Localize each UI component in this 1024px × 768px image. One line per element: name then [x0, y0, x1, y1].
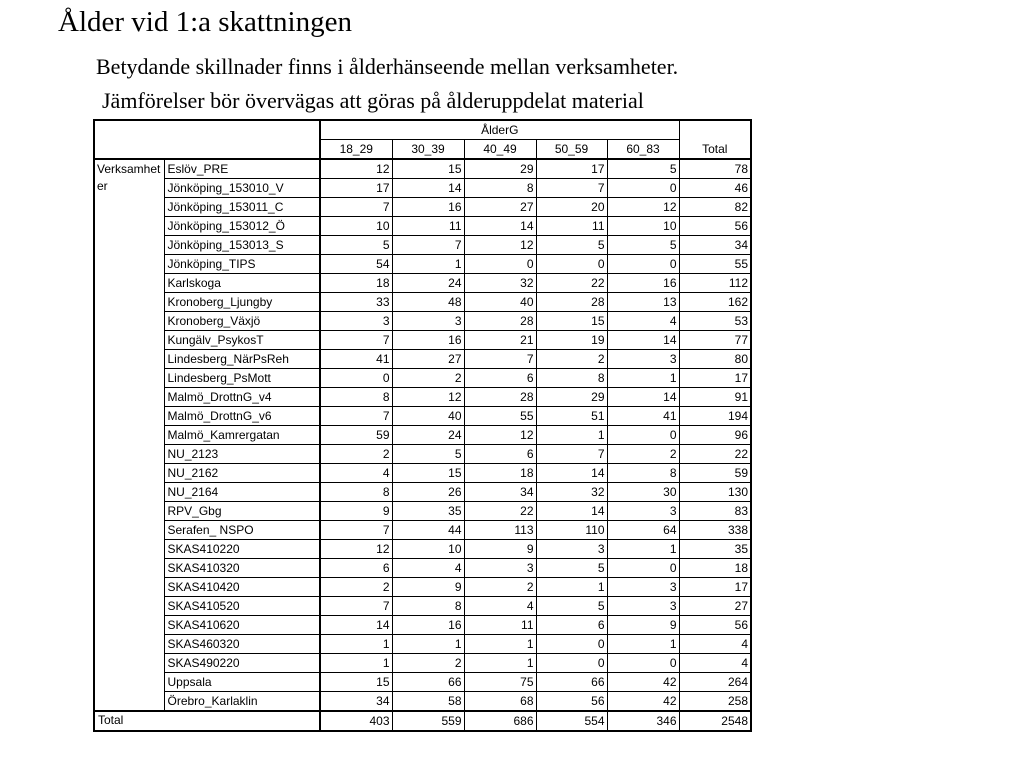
cell-value: 6: [536, 616, 607, 635]
row-total: 17: [679, 578, 751, 597]
row-total: 130: [679, 483, 751, 502]
cell-value: 14: [464, 217, 536, 236]
table-row: [94, 274, 751, 293]
row-label: NU_2162: [164, 464, 320, 483]
row-label: Lindesberg_NärPsReh: [164, 350, 320, 369]
cell-value: 3: [607, 597, 679, 616]
cell-value: 15: [392, 159, 464, 179]
cell-value: 2: [536, 350, 607, 369]
cell-value: 9: [607, 616, 679, 635]
row-label: Malmö_DrottnG_v4: [164, 388, 320, 407]
cell-value: 14: [392, 179, 464, 198]
row-label: Kronoberg_Växjö: [164, 312, 320, 331]
cell-value: 1: [607, 635, 679, 654]
cell-value: 68: [464, 692, 536, 712]
cell-value: 7: [320, 407, 392, 426]
row-label: Malmö_Kamrergatan: [164, 426, 320, 445]
cell-value: 29: [536, 388, 607, 407]
cell-value: 56: [536, 692, 607, 712]
row-label: Eslöv_PRE: [164, 159, 320, 179]
grand-total-value: 346: [607, 711, 679, 731]
table-row: [94, 692, 751, 712]
table-row: [94, 159, 751, 179]
cell-value: 5: [607, 159, 679, 179]
row-total: 56: [679, 217, 751, 236]
cell-value: 8: [464, 179, 536, 198]
table-row: [94, 616, 751, 635]
row-label: Jönköping_153010_V: [164, 179, 320, 198]
row-total: 59: [679, 464, 751, 483]
cell-value: 16: [392, 198, 464, 217]
cell-value: 7: [320, 521, 392, 540]
row-total: 53: [679, 312, 751, 331]
cell-value: 7: [464, 350, 536, 369]
cell-value: 28: [536, 293, 607, 312]
grand-total-value: 559: [392, 711, 464, 731]
cell-value: 2: [320, 445, 392, 464]
cell-value: 0: [607, 179, 679, 198]
cell-value: 14: [607, 388, 679, 407]
grand-total-row: [94, 711, 751, 731]
cell-value: 1: [536, 578, 607, 597]
row-label: SKAS410320: [164, 559, 320, 578]
cell-value: 0: [536, 635, 607, 654]
table-row: [94, 654, 751, 673]
cell-value: 19: [536, 331, 607, 350]
cell-value: 14: [607, 331, 679, 350]
cell-value: 42: [607, 692, 679, 712]
cell-value: 0: [607, 255, 679, 274]
table-row: [94, 578, 751, 597]
cell-value: 10: [392, 540, 464, 559]
row-label: Örebro_Karlaklin: [164, 692, 320, 712]
cell-value: 7: [320, 198, 392, 217]
grand-total-sum: 2548: [679, 711, 751, 731]
cell-value: 18: [320, 274, 392, 293]
cell-value: 24: [392, 426, 464, 445]
cell-value: 1: [464, 654, 536, 673]
row-label: SKAS410220: [164, 540, 320, 559]
cell-value: 3: [392, 312, 464, 331]
row-label: Uppsala: [164, 673, 320, 692]
row-label: Kungälv_PsykosT: [164, 331, 320, 350]
cell-value: 5: [536, 236, 607, 255]
cell-value: 2: [392, 369, 464, 388]
grand-total-value: 686: [464, 711, 536, 731]
table-row: [94, 635, 751, 654]
cell-value: 3: [607, 502, 679, 521]
column-header-40_49: 40_49: [464, 140, 536, 160]
cell-value: 10: [320, 217, 392, 236]
row-group-label: Verksamheter: [94, 159, 164, 711]
table-row: [94, 426, 751, 445]
cell-value: 12: [607, 198, 679, 217]
table-row: [94, 445, 751, 464]
cell-value: 7: [320, 597, 392, 616]
cell-value: 7: [536, 445, 607, 464]
row-total: 258: [679, 692, 751, 712]
row-label: SKAS490220: [164, 654, 320, 673]
cell-value: 66: [536, 673, 607, 692]
cell-value: 16: [392, 616, 464, 635]
cell-value: 4: [392, 559, 464, 578]
cell-value: 22: [464, 502, 536, 521]
cell-value: 5: [536, 597, 607, 616]
row-total: 77: [679, 331, 751, 350]
row-total: 35: [679, 540, 751, 559]
row-total: 80: [679, 350, 751, 369]
table-row: [94, 369, 751, 388]
slide-subtitle-1: Betydande skillnader finns i ålderhänseende mellan verksamheter.: [96, 54, 679, 79]
row-total: 82: [679, 198, 751, 217]
cell-value: 0: [607, 654, 679, 673]
cell-value: 5: [392, 445, 464, 464]
cell-value: 7: [320, 331, 392, 350]
row-total: 56: [679, 616, 751, 635]
cell-value: 22: [536, 274, 607, 293]
column-header-50_59: 50_59: [536, 140, 607, 160]
cell-value: 3: [536, 540, 607, 559]
row-total: 162: [679, 293, 751, 312]
cell-value: 4: [320, 464, 392, 483]
row-total: 264: [679, 673, 751, 692]
cell-value: 42: [607, 673, 679, 692]
cell-value: 55: [464, 407, 536, 426]
cell-value: 11: [392, 217, 464, 236]
row-total: 83: [679, 502, 751, 521]
grand-total-label: Total: [94, 711, 320, 731]
cell-value: 8: [392, 597, 464, 616]
row-label: Lindesberg_PsMott: [164, 369, 320, 388]
cell-value: 27: [392, 350, 464, 369]
row-total: 4: [679, 635, 751, 654]
corner-cell: [94, 120, 320, 159]
cell-value: 12: [464, 426, 536, 445]
cell-value: 1: [607, 540, 679, 559]
row-label: Karlskoga: [164, 274, 320, 293]
cell-value: 21: [464, 331, 536, 350]
table-row: [94, 502, 751, 521]
row-total: 91: [679, 388, 751, 407]
cell-value: 1: [392, 635, 464, 654]
cell-value: 7: [536, 179, 607, 198]
row-label: SKAS460320: [164, 635, 320, 654]
cell-value: 41: [320, 350, 392, 369]
header-row-group: [94, 120, 751, 140]
cell-value: 3: [607, 578, 679, 597]
table-row: [94, 179, 751, 198]
cell-value: 17: [320, 179, 392, 198]
slide-title: Ålder vid 1:a skattningen: [58, 6, 352, 38]
cell-value: 33: [320, 293, 392, 312]
table-row: [94, 540, 751, 559]
table-row: [94, 350, 751, 369]
cell-value: 2: [320, 578, 392, 597]
table-row: [94, 559, 751, 578]
cell-value: 59: [320, 426, 392, 445]
cell-value: 32: [536, 483, 607, 502]
row-total: 55: [679, 255, 751, 274]
cell-value: 9: [392, 578, 464, 597]
cell-value: 113: [464, 521, 536, 540]
cell-value: 15: [392, 464, 464, 483]
cell-value: 8: [320, 388, 392, 407]
total-column-header: Total: [679, 120, 751, 159]
cell-value: 12: [320, 159, 392, 179]
row-total: 34: [679, 236, 751, 255]
row-total: 46: [679, 179, 751, 198]
row-label: Jönköping_TIPS: [164, 255, 320, 274]
cell-value: 0: [607, 426, 679, 445]
cell-value: 15: [536, 312, 607, 331]
row-total: 27: [679, 597, 751, 616]
row-total: 194: [679, 407, 751, 426]
row-label: Kronoberg_Ljungby: [164, 293, 320, 312]
row-label: SKAS410620: [164, 616, 320, 635]
cell-value: 16: [392, 331, 464, 350]
row-label: Malmö_DrottnG_v6: [164, 407, 320, 426]
column-header-30_39: 30_39: [392, 140, 464, 160]
cell-value: 4: [607, 312, 679, 331]
row-total: 4: [679, 654, 751, 673]
cell-value: 3: [320, 312, 392, 331]
cell-value: 6: [464, 445, 536, 464]
cell-value: 0: [320, 369, 392, 388]
table-row: [94, 331, 751, 350]
cell-value: 48: [392, 293, 464, 312]
cell-value: 28: [464, 388, 536, 407]
row-total: 17: [679, 369, 751, 388]
cell-value: 0: [607, 559, 679, 578]
cell-value: 40: [392, 407, 464, 426]
table-row: [94, 521, 751, 540]
row-total: 112: [679, 274, 751, 293]
cell-value: 1: [320, 654, 392, 673]
table-row: [94, 407, 751, 426]
cell-value: 30: [607, 483, 679, 502]
grand-total-value: 403: [320, 711, 392, 731]
cell-value: 12: [464, 236, 536, 255]
row-total: 18: [679, 559, 751, 578]
row-label: SKAS410420: [164, 578, 320, 597]
cell-value: 1: [392, 255, 464, 274]
cell-value: 27: [464, 198, 536, 217]
cell-value: 35: [392, 502, 464, 521]
cell-value: 3: [464, 559, 536, 578]
table-row: [94, 198, 751, 217]
row-total: 78: [679, 159, 751, 179]
cell-value: 1: [320, 635, 392, 654]
cell-value: 28: [464, 312, 536, 331]
cell-value: 34: [464, 483, 536, 502]
cell-value: 15: [320, 673, 392, 692]
cell-value: 34: [320, 692, 392, 712]
table-row: [94, 236, 751, 255]
cell-value: 16: [607, 274, 679, 293]
cell-value: 8: [320, 483, 392, 502]
table-row: [94, 673, 751, 692]
cell-value: 2: [607, 445, 679, 464]
cell-value: 7: [392, 236, 464, 255]
cell-value: 14: [536, 464, 607, 483]
cell-value: 12: [320, 540, 392, 559]
cell-value: 75: [464, 673, 536, 692]
column-group-header: ÅlderG: [320, 120, 679, 140]
cell-value: 110: [536, 521, 607, 540]
cell-value: 24: [392, 274, 464, 293]
table-row: [94, 388, 751, 407]
cell-value: 1: [464, 635, 536, 654]
cell-value: 4: [464, 597, 536, 616]
crosstab-table: [93, 119, 752, 732]
cell-value: 9: [464, 540, 536, 559]
cell-value: 66: [392, 673, 464, 692]
row-total: 22: [679, 445, 751, 464]
cell-value: 58: [392, 692, 464, 712]
cell-value: 10: [607, 217, 679, 236]
cell-value: 2: [392, 654, 464, 673]
cell-value: 1: [607, 369, 679, 388]
table-row: [94, 293, 751, 312]
grand-total-value: 554: [536, 711, 607, 731]
cell-value: 8: [536, 369, 607, 388]
table-row: [94, 255, 751, 274]
table-row: [94, 483, 751, 502]
cell-value: 8: [607, 464, 679, 483]
cell-value: 20: [536, 198, 607, 217]
cell-value: 0: [536, 654, 607, 673]
row-total: 96: [679, 426, 751, 445]
cell-value: 54: [320, 255, 392, 274]
row-label: Jönköping_153011_C: [164, 198, 320, 217]
row-label: Serafen_ NSPO: [164, 521, 320, 540]
cell-value: 5: [607, 236, 679, 255]
cell-value: 40: [464, 293, 536, 312]
cell-value: 6: [464, 369, 536, 388]
cell-value: 9: [320, 502, 392, 521]
row-label: NU_2164: [164, 483, 320, 502]
slide-subtitle-2: Jämförelser bör övervägas att göras på ålderuppdelat material: [102, 88, 644, 113]
cell-value: 11: [464, 616, 536, 635]
cell-value: 11: [536, 217, 607, 236]
cell-value: 5: [536, 559, 607, 578]
row-label: NU_2123: [164, 445, 320, 464]
row-label: Jönköping_153013_S: [164, 236, 320, 255]
cell-value: 51: [536, 407, 607, 426]
table-row: [94, 312, 751, 331]
cell-value: 32: [464, 274, 536, 293]
cell-value: 17: [536, 159, 607, 179]
cell-value: 0: [464, 255, 536, 274]
row-label: Jönköping_153012_Ö: [164, 217, 320, 236]
cell-value: 13: [607, 293, 679, 312]
cell-value: 3: [607, 350, 679, 369]
row-label: RPV_Gbg: [164, 502, 320, 521]
table-row: [94, 464, 751, 483]
cell-value: 14: [320, 616, 392, 635]
table-row: [94, 597, 751, 616]
cell-value: 0: [536, 255, 607, 274]
cell-value: 14: [536, 502, 607, 521]
cell-value: 2: [464, 578, 536, 597]
row-total: 338: [679, 521, 751, 540]
table-row: [94, 217, 751, 236]
cell-value: 26: [392, 483, 464, 502]
cell-value: 6: [320, 559, 392, 578]
column-header-18_29: 18_29: [320, 140, 392, 160]
cell-value: 18: [464, 464, 536, 483]
cell-value: 12: [392, 388, 464, 407]
cell-value: 5: [320, 236, 392, 255]
cell-value: 1: [536, 426, 607, 445]
cell-value: 41: [607, 407, 679, 426]
cell-value: 64: [607, 521, 679, 540]
cell-value: 44: [392, 521, 464, 540]
cell-value: 29: [464, 159, 536, 179]
row-label: SKAS410520: [164, 597, 320, 616]
column-header-60_83: 60_83: [607, 140, 679, 160]
